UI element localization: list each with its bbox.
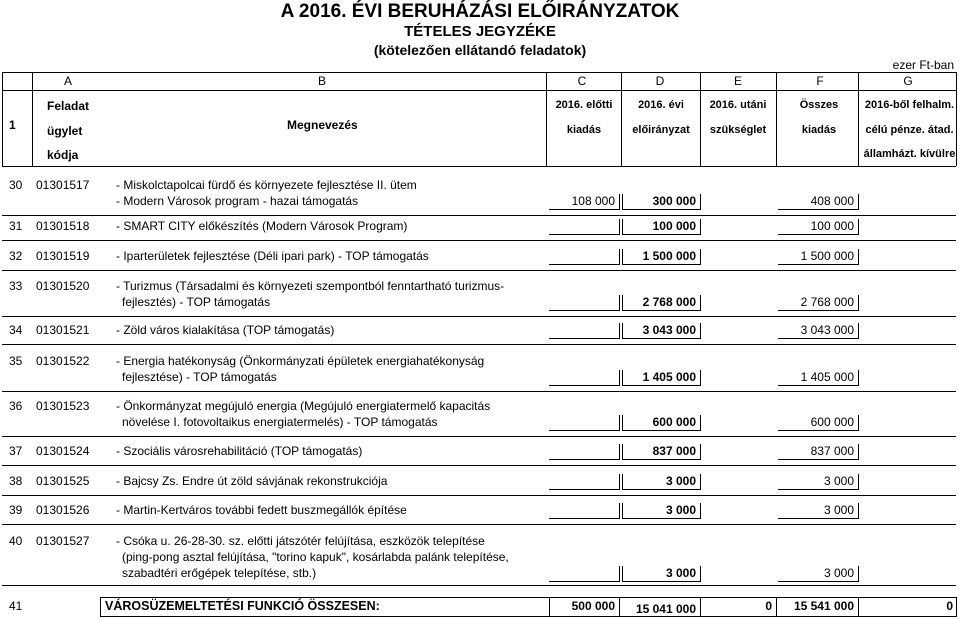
header-outside-3: államházt. kívülre (863, 148, 956, 160)
row-description: - Energia hatékonyság (Önkormányzati épületek energiahatékonyság (116, 354, 485, 368)
row-annual-amount: 100 000 (652, 219, 696, 233)
page-subtitle: TÉTELES JEGYZÉKE (404, 23, 556, 40)
header-column-edge (621, 72, 622, 166)
total-outside-amount: 0 (946, 599, 953, 613)
row-annual-amount: 837 000 (652, 444, 696, 458)
row-total-amount: 3 000 (823, 503, 854, 517)
row-separator (2, 585, 956, 586)
row-total-amount: 3 000 (823, 474, 854, 488)
row-code: 01301520 (36, 279, 90, 293)
column-letter: C (577, 74, 587, 88)
total-total-amount: 15 541 000 (793, 599, 854, 613)
row-annual-amount: 2 768 000 (642, 295, 696, 309)
cell-edge (700, 323, 701, 339)
row-prior-amount: 108 000 (571, 194, 615, 208)
cell-underline (622, 209, 700, 210)
row-description: - Martin-Kertváros további fedett buszmegállók építése (116, 503, 407, 517)
header-prior-1: 2016. előtti (555, 99, 613, 111)
row-code: 01301525 (36, 474, 90, 488)
header-column-edge (700, 72, 701, 166)
row-separator (2, 465, 956, 466)
cell-edge (619, 566, 620, 582)
cell-underline (622, 518, 700, 519)
cell-underline (622, 385, 700, 386)
header-column-edge (546, 72, 547, 166)
row-annual-amount: 3 000 (665, 474, 696, 488)
header-bottom-border (2, 166, 956, 167)
row-description: - Zöld város kialakítása (TOP támogatás) (116, 323, 335, 337)
header-outside-1: 2016-ből felhalm. (864, 99, 955, 111)
row-separator (2, 215, 956, 216)
row-code: 01301523 (36, 399, 90, 413)
header-code-1: Feladat (47, 99, 90, 113)
total-box-edge (956, 597, 957, 617)
cell-edge (619, 415, 620, 431)
cell-underline (778, 310, 858, 311)
header-after-1: 2016. utáni (709, 99, 767, 111)
cell-underline (549, 264, 619, 265)
cell-underline (549, 459, 619, 460)
row-annual-amount: 300 000 (652, 194, 696, 208)
header-row-number: 1 (9, 118, 16, 132)
cell-edge (858, 370, 859, 386)
cell-edge (858, 415, 859, 431)
cell-underline (778, 518, 858, 519)
row-code: 01301521 (36, 323, 90, 337)
cell-edge (619, 194, 620, 210)
cell-underline (622, 310, 700, 311)
row-total-amount: 100 000 (810, 219, 854, 233)
cell-underline (622, 489, 700, 490)
row-code: 01301522 (36, 354, 90, 368)
total-after-amount: 0 (765, 599, 772, 613)
row-total-amount: 3 000 (823, 566, 854, 580)
cell-edge (619, 295, 620, 311)
cell-underline (622, 264, 700, 265)
cell-edge (858, 194, 859, 210)
header-annual-2: előirányzat (632, 124, 690, 136)
row-separator (2, 495, 956, 496)
row-number: 32 (9, 249, 23, 263)
header-column-edge (858, 72, 859, 166)
total-box-edge (100, 597, 101, 617)
row-number: 40 (9, 534, 23, 548)
row-separator (2, 344, 956, 345)
row-total-amount: 408 000 (810, 194, 854, 208)
header-outside-2: célú pénze. átad. (865, 124, 954, 136)
row-total-amount: 837 000 (810, 444, 854, 458)
cell-underline (549, 581, 619, 582)
cell-edge (622, 444, 623, 460)
cell-underline (549, 209, 619, 210)
cell-edge (622, 415, 623, 431)
column-letter: D (655, 74, 665, 88)
cell-edge (700, 194, 701, 210)
row-number: 39 (9, 503, 23, 517)
row-number: 30 (9, 178, 23, 192)
cell-underline (549, 385, 619, 386)
row-number: 36 (9, 399, 23, 413)
header-column-edge (776, 72, 777, 166)
row-description: - Csóka u. 26-28-30. sz. előtti játszótér felújítása, eszközök telepítése (116, 534, 485, 548)
cell-underline (778, 385, 858, 386)
unit-label: ezer Ft-ban (892, 58, 954, 72)
row-annual-amount: 3 043 000 (642, 323, 696, 337)
row-description: - Modern Városok program - hazai támogatás (116, 194, 359, 208)
row-total-amount: 600 000 (810, 415, 854, 429)
cell-edge (619, 503, 620, 519)
header-annual-1: 2016. évi (638, 99, 684, 111)
header-after-2: szükséglet (709, 124, 767, 136)
column-letter: F (816, 74, 824, 88)
column-letter: B (317, 74, 326, 88)
cell-underline (622, 338, 700, 339)
row-separator (2, 391, 956, 392)
cell-edge (622, 194, 623, 210)
cell-edge (700, 219, 701, 235)
page-note: (kötelezően ellátandó feladatok) (373, 42, 587, 58)
cell-underline (778, 338, 858, 339)
header-total-1: Összes (799, 99, 839, 111)
total-prior-amount: 500 000 (571, 599, 615, 613)
cell-edge (700, 370, 701, 386)
cell-edge (858, 503, 859, 519)
cell-edge (622, 249, 623, 265)
total-box-edge (858, 597, 859, 617)
total-row-number: 41 (9, 599, 23, 613)
cell-underline (549, 489, 619, 490)
cell-edge (619, 444, 620, 460)
cell-underline (622, 234, 700, 235)
cell-edge (858, 474, 859, 490)
row-description: (ping-pong asztal felújítása, "torino kapuk", kosárlabda palánk telepítése, (122, 550, 509, 564)
row-description: - Turizmus (Társadalmi és környezeti szempontból fenntartható turizmus- (116, 279, 505, 293)
row-number: 37 (9, 444, 23, 458)
cell-edge (700, 566, 701, 582)
row-description: - SMART CITY előkészítés (Modern Városok Program) (116, 219, 408, 233)
cell-edge (700, 415, 701, 431)
row-code: 01301526 (36, 503, 90, 517)
row-code: 01301524 (36, 444, 90, 458)
cell-underline (622, 581, 700, 582)
header-top-border (2, 90, 956, 91)
total-box-edge (549, 597, 550, 617)
cell-underline (778, 489, 858, 490)
cell-underline (549, 310, 619, 311)
row-code: 01301527 (36, 534, 90, 548)
total-row-label: VÁROSÜZEMELTETÉSI FUNKCIÓ ÖSSZESEN: (105, 599, 380, 613)
header-prior-2: kiadás (566, 124, 602, 136)
column-letter: A (63, 74, 72, 88)
cell-edge (858, 219, 859, 235)
row-separator (2, 436, 956, 437)
cell-underline (549, 338, 619, 339)
row-description: - Miskolctapolcai fürdő és környezete fejlesztése II. ütem (116, 178, 417, 192)
total-box-edge (776, 597, 777, 617)
cell-edge (622, 219, 623, 235)
total-box-edge (100, 616, 956, 617)
cell-edge (622, 566, 623, 582)
row-separator (2, 240, 956, 241)
cell-edge (858, 323, 859, 339)
cell-edge (622, 474, 623, 490)
cell-edge (619, 323, 620, 339)
column-letter: G (903, 74, 913, 88)
cell-edge (619, 474, 620, 490)
cell-edge (622, 295, 623, 311)
row-separator (2, 270, 956, 271)
row-description: fejlesztés) - TOP támogatás (122, 295, 271, 309)
row-description: - Szociális városrehabilitáció (TOP támogatás) (116, 444, 363, 458)
cell-edge (700, 295, 701, 311)
cell-edge (700, 474, 701, 490)
column-letter: E (733, 74, 742, 88)
cell-underline (778, 459, 858, 460)
cell-underline (622, 459, 700, 460)
row-code: 01301517 (36, 178, 90, 192)
page-title: A 2016. ÉVI BERUHÁZÁSI ELŐIRÁNYZATOK (280, 1, 680, 22)
cell-edge (619, 249, 620, 265)
row-number: 35 (9, 354, 23, 368)
cell-underline (778, 430, 858, 431)
header-column-edge (956, 72, 957, 166)
row-description: növelése I. fotovoltaikus energiatermelés) - TOP támogatás (122, 415, 438, 429)
row-number: 33 (9, 279, 23, 293)
header-code-3: kódja (47, 148, 79, 162)
cell-underline (778, 234, 858, 235)
cell-edge (619, 219, 620, 235)
cell-underline (778, 264, 858, 265)
cell-underline (549, 234, 619, 235)
header-total-2: kiadás (801, 124, 837, 136)
total-box-edge (619, 597, 620, 617)
cell-underline (549, 518, 619, 519)
row-description: - Önkormányzat megújuló energia (Megújuló energiatermelő kapacitás (116, 399, 491, 413)
cell-edge (700, 444, 701, 460)
row-separator (2, 524, 956, 525)
row-total-amount: 3 043 000 (800, 323, 854, 337)
cell-edge (700, 249, 701, 265)
cell-underline (549, 430, 619, 431)
letter-row-top (2, 72, 956, 73)
row-separator (2, 316, 956, 317)
cell-edge (858, 444, 859, 460)
row-description: - Bajcsy Zs. Endre út zöld sávjának rekonstrukciója (116, 474, 388, 488)
header-column-edge (2, 72, 3, 166)
row-number: 38 (9, 474, 23, 488)
row-annual-amount: 1 500 000 (642, 249, 696, 263)
cell-underline (778, 209, 858, 210)
cell-edge (622, 323, 623, 339)
total-box-edge (100, 597, 956, 598)
cell-edge (622, 503, 623, 519)
header-code-2: ügylet (47, 124, 83, 138)
row-description: - Iparterületek fejlesztése (Déli ipari park) - TOP támogatás (116, 249, 429, 263)
cell-edge (622, 370, 623, 386)
cell-edge (700, 503, 701, 519)
header-column-edge (32, 72, 33, 166)
row-description: fejlesztése) - TOP támogatás (122, 370, 277, 384)
header-name: Megnevezés (287, 118, 358, 132)
row-total-amount: 1 500 000 (800, 249, 854, 263)
row-annual-amount: 1 405 000 (642, 370, 696, 384)
cell-edge (858, 249, 859, 265)
cell-underline (778, 581, 858, 582)
cell-underline (622, 430, 700, 431)
row-code: 01301518 (36, 219, 90, 233)
total-annual-amount: 15 041 000 (635, 602, 696, 616)
row-description: szabadtéri erőgépek telepítése, stb.) (122, 566, 317, 580)
cell-edge (858, 295, 859, 311)
row-number: 34 (9, 323, 23, 337)
row-code: 01301519 (36, 249, 90, 263)
cell-edge (619, 370, 620, 386)
row-total-amount: 1 405 000 (800, 370, 854, 384)
row-annual-amount: 3 000 (665, 503, 696, 517)
row-annual-amount: 3 000 (665, 566, 696, 580)
row-annual-amount: 600 000 (652, 415, 696, 429)
cell-edge (858, 566, 859, 582)
total-box-edge (700, 597, 701, 617)
row-total-amount: 2 768 000 (800, 295, 854, 309)
row-number: 31 (9, 219, 23, 233)
